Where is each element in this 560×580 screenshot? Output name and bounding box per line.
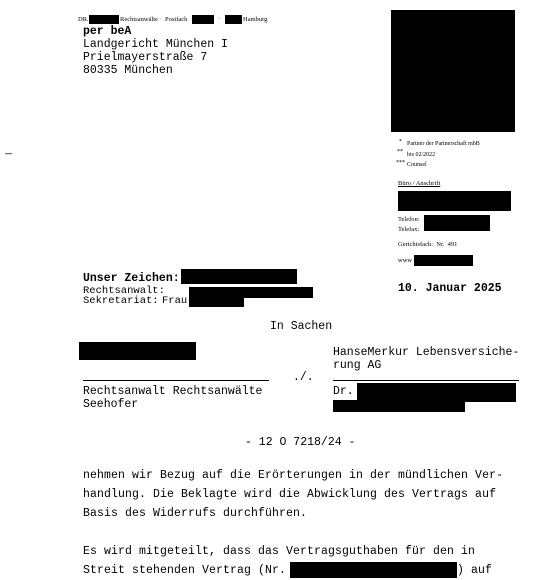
gerichtsfach: Gerichtsfach: Nr. 491: [398, 241, 458, 248]
sender-dot-1: ·: [159, 15, 162, 22]
plaintiff-counsel-1: Rechtsanwalt Rechtsanwälte: [83, 385, 263, 398]
redaction-sekretariat: [189, 297, 244, 307]
redaction-contract-number: [290, 562, 457, 578]
recipient-name: Landgericht München I: [83, 38, 228, 51]
redaction-plaintiff: [79, 342, 196, 360]
note-text-3: Counsel: [407, 162, 427, 168]
body-p2-line1: Es wird mitgeteilt, dass das Vertragsguthaben für den in: [83, 545, 476, 558]
body-p2-line2-end: ) auf: [457, 564, 493, 577]
sender-stadt: Hamburg: [243, 16, 268, 23]
rechtsanwalt-label: Rechtsanwalt:: [83, 285, 165, 297]
defendant-counsel-prefix: Dr.: [333, 385, 354, 398]
note-marker-1: *: [399, 139, 402, 145]
in-sachen: In Sachen: [270, 320, 333, 333]
court-file-number: - 12 O 7218/24 -: [245, 436, 356, 449]
body-p1-line2: handlung. Die Beklagte wird die Abwicklung des Vertrags auf: [83, 488, 497, 501]
versus-mark: ./.: [293, 371, 314, 384]
defendant-line-1: HanseMerkur Lebensversiche-: [333, 346, 520, 359]
sekretariat-frau: Frau: [162, 295, 188, 307]
unser-zeichen-label: Unser Zeichen:: [83, 272, 180, 285]
fold-mark: –: [5, 146, 12, 161]
redaction-postfach: [192, 15, 214, 24]
note-text-2: bis 02/2022: [407, 152, 436, 158]
redaction-office-address: [398, 191, 511, 211]
delivery-method: per beA: [83, 25, 132, 38]
plaintiff-rule: [83, 380, 269, 381]
redaction-www: [414, 255, 473, 266]
defendant-line-2: rung AG: [333, 359, 382, 372]
note-text-1: Partner der Partnerschaft mbB: [407, 141, 480, 147]
sender-prefix: DR.: [78, 16, 89, 23]
office-label: Büro / Anschrift: [398, 180, 441, 187]
sender-kanzlei: Rechtsanwälte: [120, 16, 158, 23]
sekretariat-label: Sekretariat:: [83, 295, 159, 307]
plaintiff-counsel-2: Seehofer: [83, 398, 139, 411]
redaction-telefon: [424, 215, 490, 231]
defendant-rule: [333, 380, 519, 381]
body-p1-line1: nehmen wir Bezug auf die Erörterungen in der mündlichen Ver-: [83, 469, 504, 482]
sender-postfach: Postfach: [165, 16, 188, 23]
body-p2-line2-start: Streit stehenden Vertrag (Nr.: [83, 564, 287, 577]
telefon-label: Telefon:: [398, 216, 420, 223]
note-marker-3: ***: [396, 160, 405, 166]
note-marker-2: **: [397, 149, 403, 155]
redaction-letterhead-block: [391, 10, 515, 132]
redaction-sender-name: [89, 15, 119, 24]
sender-dot-2: ·: [218, 15, 221, 22]
redaction-aktenzeichen-intern: [181, 269, 297, 284]
body-p1-line3: Basis des Widerrufs durchführen.: [83, 507, 308, 520]
redaction-plz: [225, 15, 242, 24]
www-label: www: [398, 257, 413, 264]
letter-date: 10. Januar 2025: [398, 282, 502, 295]
telefax-label: Telefax:: [398, 226, 420, 233]
recipient-street: Prielmayerstraße 7: [83, 51, 208, 64]
recipient-city: 80335 München: [83, 64, 173, 77]
redaction-defendant-counsel-2: [333, 400, 465, 412]
